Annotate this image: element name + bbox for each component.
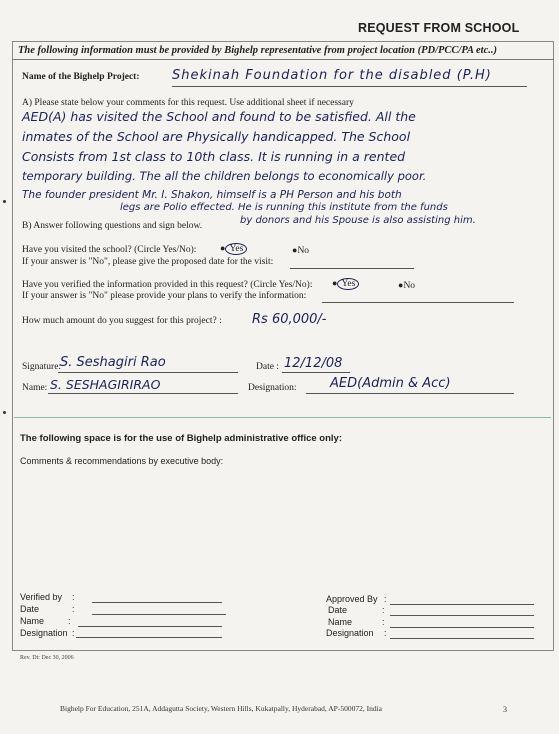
left-designation-label: Designation	[20, 628, 68, 638]
left-name-label: Name	[20, 616, 45, 626]
revision-note: Rev. Dt: Dec 30, 2006	[20, 655, 74, 661]
right-designation-label: Designation	[326, 628, 374, 638]
approved-by-sep: :	[384, 594, 387, 604]
q2-yes-circled: Yes	[337, 278, 359, 290]
q2-text: Have you verified the information provided in this request? (Circle Yes/No):	[22, 280, 313, 290]
q1-no-option[interactable]: ●No	[292, 245, 310, 256]
q2-followup-line[interactable]	[322, 302, 514, 303]
verified-by-sep: :	[72, 592, 75, 602]
questions-label: B) Answer following questions and sign below.	[22, 221, 203, 231]
name-value[interactable]: S. SESHAGIRIRAO	[50, 377, 161, 392]
signature-label: Signature:	[22, 362, 62, 372]
comment-line-7: by donors and his Spouse is also assisting him.	[240, 215, 476, 226]
right-date-field[interactable]	[390, 615, 534, 616]
project-underline	[172, 86, 527, 87]
name-label: Name:	[22, 383, 48, 393]
left-name-field[interactable]	[78, 626, 222, 627]
name-line	[48, 393, 238, 394]
date-label: Date :	[256, 362, 279, 372]
right-name-sep: :	[382, 617, 385, 627]
approved-by-field[interactable]	[390, 604, 534, 605]
q1-followup-line[interactable]	[290, 268, 414, 269]
header-divider	[12, 59, 554, 60]
punch-mark	[3, 200, 6, 203]
q2-yes-option[interactable]: ● Yes	[332, 278, 359, 290]
q3-text: How much amount do you suggest for this project? :	[22, 316, 222, 326]
signature-line	[58, 372, 238, 373]
approved-by-label: Approved By	[326, 594, 378, 604]
section-header: The following information must be provided by Bighelp representative from project location (PD/PCC/PA etc..)	[18, 45, 497, 56]
left-name-sep: :	[68, 616, 71, 626]
date-value[interactable]: 12/12/08	[284, 356, 343, 371]
left-date-label: Date	[20, 604, 40, 614]
right-designation-field[interactable]	[390, 638, 534, 639]
project-label: Name of the Bighelp Project:	[22, 72, 140, 82]
q2-no-label: No	[403, 281, 416, 291]
q2-followup: If your answer is "No" please provide your plans to verify the information:	[22, 291, 307, 301]
verified-by-label: Verified by	[20, 592, 63, 602]
right-date-sep: :	[382, 605, 385, 615]
comment-line-2: inmates of the School are Physically handicapped. The School	[22, 129, 411, 144]
left-date-sep: :	[72, 604, 75, 614]
left-designation-sep: :	[72, 628, 75, 638]
right-name-label: Name	[328, 617, 353, 627]
comments-label: A) Please state below your comments for this request. Use additional sheet if necessary	[22, 98, 354, 108]
date-line	[282, 372, 350, 373]
comment-line-3: Consists from 1st class to 10th class. It is running in a rented	[22, 149, 406, 164]
left-designation-field[interactable]	[76, 637, 222, 638]
right-designation-sep: :	[384, 628, 387, 638]
section-divider	[14, 417, 551, 418]
page-number: 3	[503, 705, 507, 714]
right-name-field[interactable]	[390, 627, 534, 628]
q1-followup: If your answer is "No", please give the proposed date for the visit:	[22, 257, 274, 267]
q1-yes-circled: Yes	[225, 243, 247, 255]
q3-amount[interactable]: Rs 60,000/-	[252, 312, 327, 327]
designation-value[interactable]: AED(Admin & Acc)	[330, 376, 451, 391]
q1-no-label: No	[297, 246, 310, 256]
right-date-label: Date	[328, 605, 348, 615]
q1-text: Have you visited the school? (Circle Yes/No):	[22, 245, 197, 255]
admin-header: The following space is for the use of Bighelp administrative office only:	[20, 433, 342, 444]
comment-line-1: AED(A) has visited the School and found to be satisfied. All the	[22, 109, 416, 124]
comment-line-5: The founder president Mr. I. Shakon, himself is a PH Person and his both	[22, 189, 402, 201]
form-title: REQUEST FROM SCHOOL	[358, 21, 520, 35]
q2-no-option[interactable]: ●No	[398, 280, 416, 291]
footer-address: Bighelp For Education, 251A, Addagutta Society, Western Hills, Kukatpally, Hyderabad, AP-500072, India	[60, 704, 382, 713]
signature-value[interactable]: S. Seshagiri Rao	[60, 355, 166, 370]
punch-mark	[3, 411, 6, 414]
comment-line-4: temporary building. The all the children belongs to economically poor.	[22, 169, 427, 183]
designation-line	[306, 393, 514, 394]
designation-label: Designation:	[248, 383, 297, 393]
left-date-field[interactable]	[92, 614, 226, 615]
verified-by-field[interactable]	[92, 602, 222, 603]
project-value[interactable]: Shekinah Foundation for the disabled (P.H)	[172, 68, 492, 83]
q1-yes-option[interactable]: ● Yes	[220, 243, 247, 255]
admin-comments-label: Comments & recommendations by executive body:	[20, 456, 224, 466]
comment-line-6: legs are Polio effected. He is running this institute from the funds	[120, 202, 448, 213]
